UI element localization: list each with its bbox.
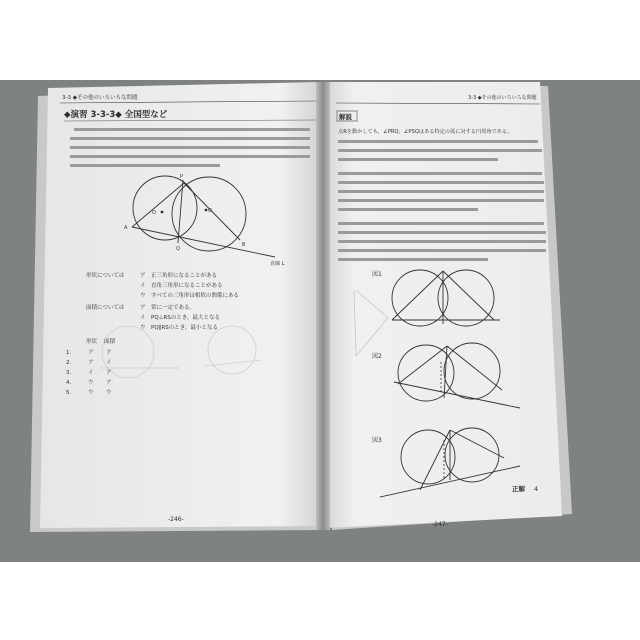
figure-1-label: 図1 — [372, 271, 382, 278]
left-page-number: -246- — [168, 516, 184, 523]
svg-text:ア: ア — [88, 360, 94, 366]
shape-option: ア 正三角形になることがある — [140, 273, 218, 279]
right-section-tag: 解説 — [339, 113, 352, 121]
shape-label: 形状については — [86, 273, 125, 279]
svg-text:O: O — [152, 210, 156, 216]
area-option: イ PQ⊥RSのとき，最大となる — [140, 315, 221, 321]
svg-text:B: B — [242, 242, 246, 248]
svg-text:Q: Q — [176, 246, 180, 252]
svg-text:ア: ア — [88, 350, 94, 356]
svg-text:ウ: ウ — [106, 390, 112, 396]
answer-label: 正解 — [512, 485, 525, 493]
svg-text:5.: 5. — [66, 390, 72, 396]
svg-text:4.: 4. — [66, 380, 72, 386]
svg-text:O: O — [208, 208, 212, 214]
right-paragraph-1: 点Rを動かしても，∠PRQ，∠PSQはある特定の弧に対する円周角である。 — [338, 129, 513, 135]
figure-2-label: 図2 — [372, 353, 382, 360]
svg-text:P: P — [180, 174, 184, 180]
shape-option: ウ すべての三角形は相似の関係にある — [140, 293, 239, 299]
svg-text:A: A — [124, 225, 128, 231]
svg-text:ア: ア — [106, 380, 112, 386]
svg-text:3.: 3. — [66, 370, 72, 376]
book-spine — [316, 82, 330, 530]
svg-text:ア: ア — [106, 370, 112, 376]
answer-header-area: 面積 — [104, 339, 116, 345]
svg-text:ウ: ウ — [88, 390, 94, 396]
shape-option: イ 直角三角形になることがある — [140, 283, 223, 289]
area-label: 面積については — [86, 305, 125, 311]
svg-text:1.: 1. — [66, 350, 72, 356]
left-running-head: 3-3 ◆その他のいろいろな問題 — [62, 95, 138, 101]
answer-header-shape: 形状 — [86, 339, 98, 345]
svg-text:ア: ア — [106, 350, 112, 356]
answer-value: 4 — [534, 485, 539, 493]
svg-text:2.: 2. — [66, 360, 72, 366]
right-page-number: -247- — [432, 521, 448, 528]
svg-text:ウ: ウ — [88, 380, 94, 386]
area-option: ア 常に一定である。 — [140, 305, 196, 311]
line-l-label: 直線 L — [270, 261, 285, 267]
right-running-head: 3-3 ◆その他のいろいろな問題 — [468, 95, 537, 101]
svg-text:イ: イ — [88, 370, 94, 376]
area-option: ウ PQ∥RSのとき，最小となる — [140, 325, 218, 331]
svg-text:イ: イ — [106, 360, 112, 366]
left-section-title: ◆演習 3-3-3◆ 全国型など — [64, 110, 168, 120]
figure-3-label: 図3 — [372, 437, 382, 444]
